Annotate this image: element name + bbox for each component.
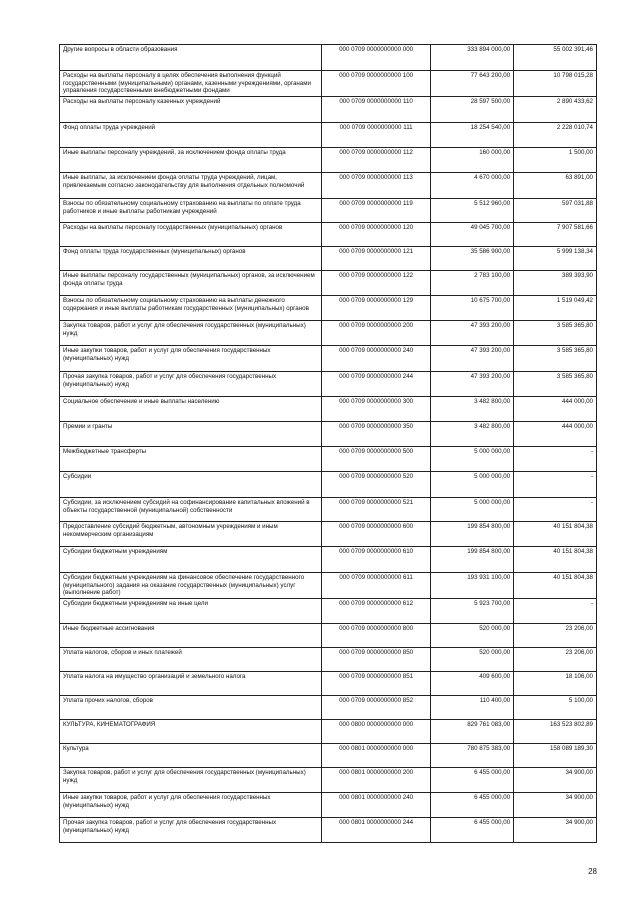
row-executed-amount: 55 002 391,46 [514, 45, 597, 71]
row-budget-amount: 28 597 500,00 [431, 97, 514, 123]
row-name: Закупка товаров, работ и услуг для обеспечения государственных (муниципальных) нужд [60, 768, 322, 793]
row-budget-amount: 520 000,00 [431, 648, 514, 672]
row-name: Расходы на выплаты персоналу в целях обеспечения выполнения функций государственными (муниципальными) органами, казенными учреждениями, органами управления государственными внебюджетными фондами [60, 71, 322, 97]
table-row [60, 672, 597, 696]
table-row [60, 173, 597, 199]
row-budget-amount: 10 675 700,00 [431, 296, 514, 321]
budget-table [59, 44, 597, 843]
row-name: Иные выплаты персоналу учреждений, за исключением фонда оплаты труда [60, 148, 322, 173]
row-code: 000 0709 0000000000 111 [321, 123, 431, 148]
row-code: 000 0709 0000000000 612 [321, 599, 431, 624]
row-name: Закупка товаров, работ и услуг для обеспечения государственных (муниципальных) нужд [60, 321, 322, 346]
row-executed-amount: - [514, 498, 597, 522]
table-row [60, 247, 597, 271]
table-row [60, 744, 597, 768]
row-code: 000 0709 0000000000 244 [321, 372, 431, 397]
row-budget-amount: 6 455 000,00 [431, 818, 514, 843]
table-row [60, 271, 597, 296]
row-executed-amount: 34 900,00 [514, 768, 597, 793]
table-row [60, 148, 597, 173]
row-code: 000 0709 0000000000 852 [321, 696, 431, 720]
row-name: Расходы на выплаты персоналу государственных (муниципальных) органов [60, 223, 322, 247]
table-row [60, 71, 597, 97]
row-executed-amount: 3 585 365,80 [514, 372, 597, 397]
row-name: Другие вопросы в области образования [60, 45, 322, 71]
row-executed-amount: 40 151 804,38 [514, 547, 597, 573]
table-row [60, 372, 597, 397]
row-executed-amount: 2 228 010,74 [514, 123, 597, 148]
row-executed-amount: 7 907 581,66 [514, 223, 597, 247]
row-budget-amount: 110 400,00 [431, 696, 514, 720]
row-budget-amount: 5 000 000,00 [431, 498, 514, 522]
table-row [60, 599, 597, 624]
row-budget-amount: 2 783 100,00 [431, 271, 514, 296]
row-name: Субсидии бюджетным учреждениям на иные цели [60, 599, 322, 624]
row-name: Уплата прочих налогов, сборов [60, 696, 322, 720]
row-executed-amount: 2 890 433,62 [514, 97, 597, 123]
row-code: 000 0709 0000000000 610 [321, 547, 431, 573]
row-executed-amount: 3 585 365,80 [514, 346, 597, 372]
row-name: Взносы по обязательному социальному страхованию на выплаты денежного содержания и иные выплаты работникам государственных (муниципальных) органов [60, 296, 322, 321]
row-code: 000 0709 0000000000 112 [321, 148, 431, 173]
row-code: 000 0709 0000000000 521 [321, 498, 431, 522]
row-budget-amount: 5 000 000,00 [431, 447, 514, 472]
row-code: 000 0709 0000000000 850 [321, 648, 431, 672]
table-row [60, 472, 597, 498]
row-name: Иные бюджетные ассигнования [60, 624, 322, 648]
row-budget-amount: 780 875 383,00 [431, 744, 514, 768]
row-executed-amount: 389 393,90 [514, 271, 597, 296]
row-executed-amount: - [514, 472, 597, 498]
row-budget-amount: 47 393 200,00 [431, 321, 514, 346]
row-name: Межбюджетные трансферты [60, 447, 322, 472]
table-row [60, 422, 597, 447]
row-budget-amount: 160 000,00 [431, 148, 514, 173]
row-budget-amount: 3 482 800,00 [431, 397, 514, 422]
row-name: Премии и гранты [60, 422, 322, 447]
row-code: 000 0709 0000000000 240 [321, 346, 431, 372]
row-name: Субсидии [60, 472, 322, 498]
row-executed-amount: 34 900,00 [514, 793, 597, 818]
row-name: Уплата налогов, сборов и иных платежей [60, 648, 322, 672]
table-row [60, 696, 597, 720]
row-executed-amount: 40 151 804,38 [514, 573, 597, 599]
row-name: Уплата налога на имущество организаций и земельного налога [60, 672, 322, 696]
row-budget-amount: 5 000 000,00 [431, 472, 514, 498]
row-code: 000 0709 0000000000 800 [321, 624, 431, 648]
table-row [60, 296, 597, 321]
row-code: 000 0709 0000000000 600 [321, 522, 431, 547]
row-code: 000 0800 0000000000 000 [321, 720, 431, 744]
row-code: 000 0709 0000000000 000 [321, 45, 431, 71]
row-name: Прочая закупка товаров, работ и услуг для обеспечения государственных (муниципальных) нужд [60, 818, 322, 843]
row-executed-amount: 23 206,00 [514, 648, 597, 672]
table-row [60, 346, 597, 372]
row-executed-amount: - [514, 447, 597, 472]
row-name: Иные выплаты персоналу государственных (муниципальных) органов, за исключением фонда оплаты труда [60, 271, 322, 296]
table-row [60, 522, 597, 547]
table-row [60, 199, 597, 223]
row-code: 000 0709 0000000000 851 [321, 672, 431, 696]
table-row [60, 321, 597, 346]
row-executed-amount: 63 891,00 [514, 173, 597, 199]
row-executed-amount: 1 500,00 [514, 148, 597, 173]
row-code: 000 0709 0000000000 520 [321, 472, 431, 498]
row-executed-amount: 597 031,88 [514, 199, 597, 223]
row-executed-amount: 1 519 049,42 [514, 296, 597, 321]
row-code: 000 0709 0000000000 110 [321, 97, 431, 123]
row-executed-amount: 3 585 365,80 [514, 321, 597, 346]
row-executed-amount: 444 000,00 [514, 422, 597, 447]
row-code: 000 0709 0000000000 122 [321, 271, 431, 296]
row-name: Предоставление субсидий бюджетным, автономным учреждениям и иным некоммерческим организациям [60, 522, 322, 547]
row-code: 000 0801 0000000000 200 [321, 768, 431, 793]
row-budget-amount: 47 393 200,00 [431, 372, 514, 397]
row-executed-amount: 5 100,00 [514, 696, 597, 720]
row-executed-amount: 23 206,00 [514, 624, 597, 648]
table-row [60, 223, 597, 247]
row-budget-amount: 35 586 900,00 [431, 247, 514, 271]
table-row [60, 648, 597, 672]
row-code: 000 0709 0000000000 119 [321, 199, 431, 223]
row-code: 000 0709 0000000000 113 [321, 173, 431, 199]
row-code: 000 0801 0000000000 244 [321, 818, 431, 843]
row-name: Субсидии бюджетным учреждениям на финансовое обеспечение государственного (муниципального) задания на оказание государственных (муниципальных) услуг (выполнение работ) [60, 573, 322, 599]
page-number: 28 [588, 867, 597, 876]
row-budget-amount: 520 000,00 [431, 624, 514, 648]
row-code: 000 0709 0000000000 200 [321, 321, 431, 346]
row-executed-amount: 34 900,00 [514, 818, 597, 843]
row-executed-amount: 18 106,00 [514, 672, 597, 696]
row-name: Культура [60, 744, 322, 768]
row-executed-amount: - [514, 599, 597, 624]
table-row [60, 123, 597, 148]
row-code: 000 0801 0000000000 000 [321, 744, 431, 768]
row-name: Прочая закупка товаров, работ и услуг для обеспечения государственных (муниципальных) нужд [60, 372, 322, 397]
table-row [60, 793, 597, 818]
table-row [60, 818, 597, 843]
row-budget-amount: 193 931 100,00 [431, 573, 514, 599]
row-budget-amount: 5 512 960,00 [431, 199, 514, 223]
table-row [60, 768, 597, 793]
row-code: 000 0709 0000000000 611 [321, 573, 431, 599]
row-executed-amount: 444 000,00 [514, 397, 597, 422]
row-code: 000 0709 0000000000 300 [321, 397, 431, 422]
row-name: Расходы на выплаты персоналу казенных учреждений [60, 97, 322, 123]
row-code: 000 0801 0000000000 240 [321, 793, 431, 818]
row-budget-amount: 18 254 540,00 [431, 123, 514, 148]
table-row [60, 97, 597, 123]
table-row [60, 498, 597, 522]
table-row [60, 720, 597, 744]
row-name: Иные закупки товаров, работ и услуг для обеспечения государственных (муниципальных) нужд [60, 346, 322, 372]
table-row [60, 573, 597, 599]
row-executed-amount: 5 999 138,34 [514, 247, 597, 271]
row-budget-amount: 409 600,00 [431, 672, 514, 696]
row-budget-amount: 3 482 800,00 [431, 422, 514, 447]
row-executed-amount: 163 523 802,89 [514, 720, 597, 744]
row-code: 000 0709 0000000000 100 [321, 71, 431, 97]
row-name: Субсидии, за исключением субсидий на софинансирование капитальных вложений в объекты государственной (муниципальной) собственности [60, 498, 322, 522]
table-row [60, 45, 597, 71]
budget-table-body [60, 45, 597, 843]
row-budget-amount: 5 923 700,00 [431, 599, 514, 624]
row-budget-amount: 6 455 000,00 [431, 793, 514, 818]
row-executed-amount: 40 151 804,38 [514, 522, 597, 547]
row-name: Фонд оплаты труда государственных (муниципальных) органов [60, 247, 322, 271]
row-code: 000 0709 0000000000 500 [321, 447, 431, 472]
row-name: Взносы по обязательному социальному страхованию на выплаты по оплате труда работников и иные выплаты работникам учреждений [60, 199, 322, 223]
row-budget-amount: 199 854 800,00 [431, 522, 514, 547]
row-budget-amount: 829 761 083,00 [431, 720, 514, 744]
row-name: Социальное обеспечение и иные выплаты населению [60, 397, 322, 422]
row-name: Субсидии бюджетным учреждениям [60, 547, 322, 573]
row-budget-amount: 47 393 200,00 [431, 346, 514, 372]
row-executed-amount: 158 089 189,30 [514, 744, 597, 768]
row-budget-amount: 4 670 000,00 [431, 173, 514, 199]
table-row [60, 447, 597, 472]
row-code: 000 0709 0000000000 350 [321, 422, 431, 447]
row-name: Иные закупки товаров, работ и услуг для обеспечения государственных (муниципальных) нужд [60, 793, 322, 818]
row-budget-amount: 333 894 000,00 [431, 45, 514, 71]
row-executed-amount: 10 798 015,28 [514, 71, 597, 97]
row-budget-amount: 199 854 800,00 [431, 547, 514, 573]
row-name: КУЛЬТУРА, КИНЕМАТОГРАФИЯ [60, 720, 322, 744]
row-budget-amount: 49 045 700,00 [431, 223, 514, 247]
row-name: Фонд оплаты труда учреждений [60, 123, 322, 148]
row-name: Иные выплаты, за исключением фонда оплаты труда учреждений, лицам, привлекаемым согласно законодательству для выполнения отдельных полномочий [60, 173, 322, 199]
table-row [60, 397, 597, 422]
table-row [60, 624, 597, 648]
row-code: 000 0709 0000000000 129 [321, 296, 431, 321]
row-budget-amount: 6 455 000,00 [431, 768, 514, 793]
row-budget-amount: 77 643 200,00 [431, 71, 514, 97]
row-code: 000 0709 0000000000 121 [321, 247, 431, 271]
row-code: 000 0709 0000000000 120 [321, 223, 431, 247]
table-row [60, 547, 597, 573]
